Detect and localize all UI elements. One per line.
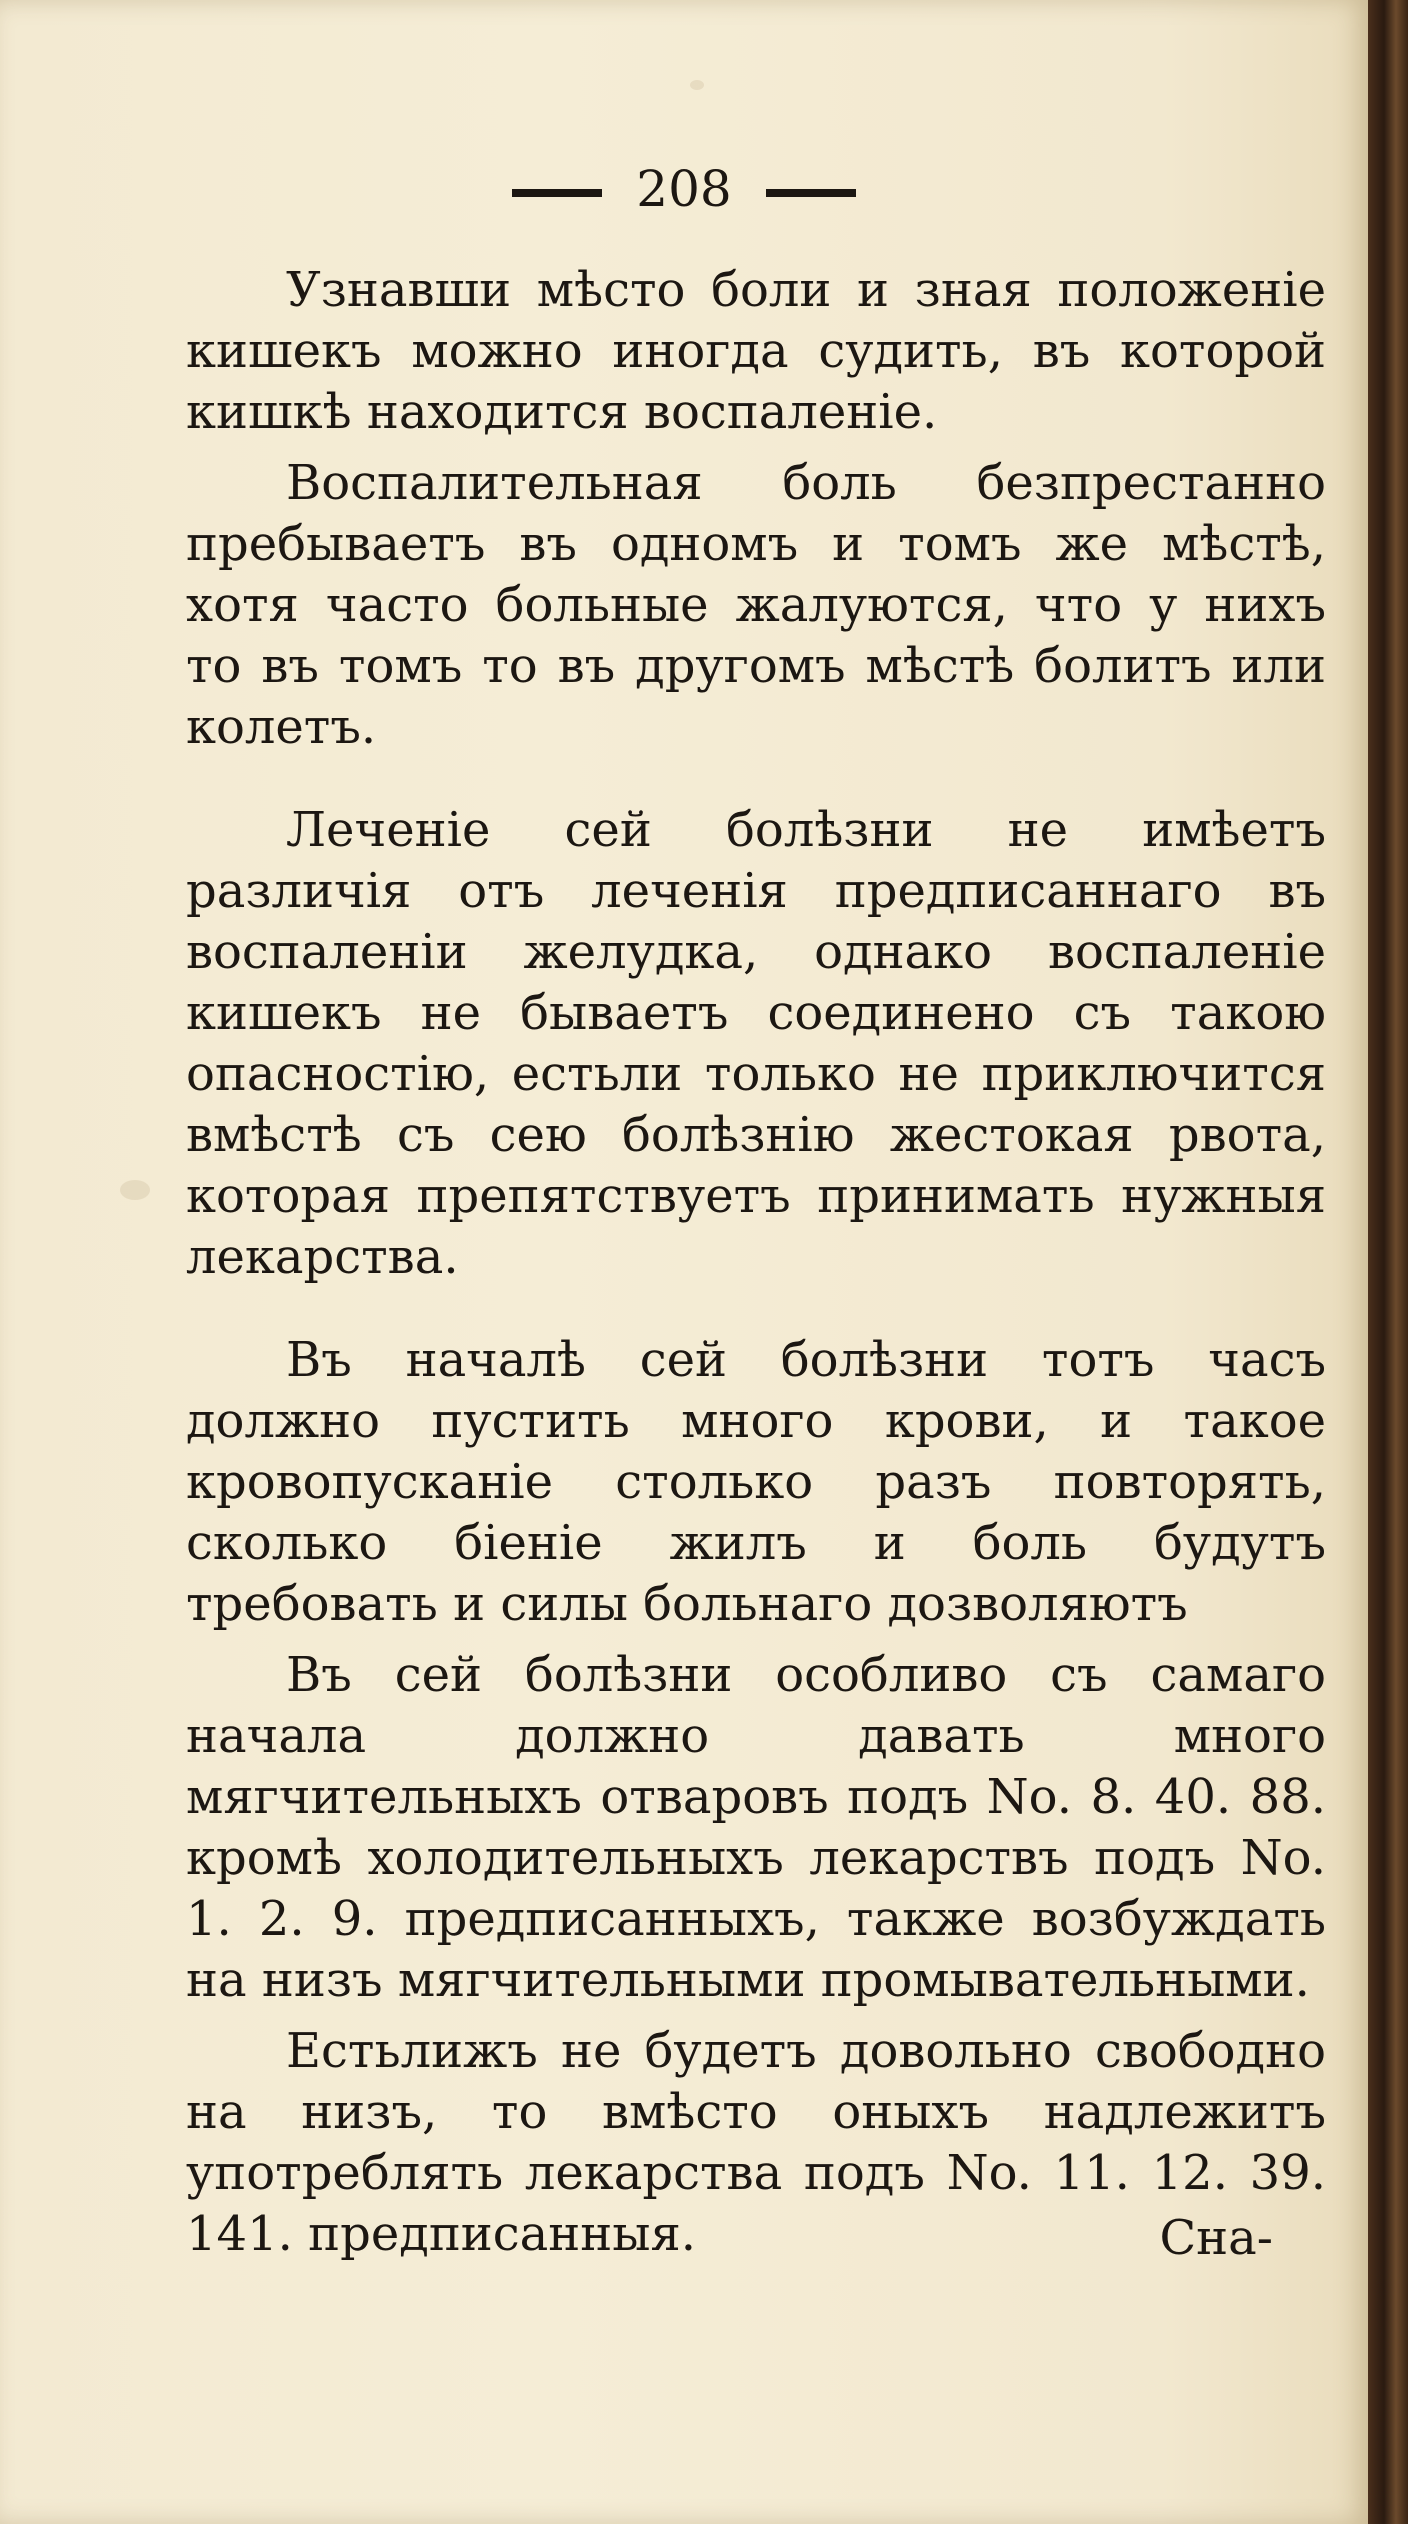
paragraph-2: Воспалительная боль безпрестанно пребываетъ въ одномъ и томъ же мѣстѣ, хотя часто больные жалуются, что у нихъ то въ томъ то въ другомъ мѣстѣ болитъ или колетъ. [186,455,1326,755]
book-binding-edge [1368,0,1408,2524]
paragraph-1: Узнавши мѣсто боли и зная положеніе кишекъ можно иногда судить, въ которой кишкѣ находится воспаленіе. [186,262,1326,440]
paragraph-4: Въ началѣ сей болѣзни тотъ часъ должно пустить много крови, и такое кровопусканіе столько разъ повторять, сколько біеніе жилъ и боль будутъ требовать и силы больнаго дозволяютъ [186,1332,1326,1632]
page-header [0,160,1368,218]
header-dash-left [512,189,602,197]
paper-stain [120,1180,150,1200]
page-number: 208 [636,160,732,218]
catchword: Сна- [1159,2210,1273,2266]
header-dash-right [766,189,856,197]
paragraph-5: Въ сей болѣзни особливо съ самаго начала должно давать много мягчительныхъ отваровъ подъ No. 8. 40. 88. кромѣ холодительныхъ лекарствъ подъ No. 1. 2. 9. предписанныхъ, также возбуждать на низъ мягчительными промывательными. [186,1647,1326,2008]
paper-stain [690,80,704,90]
body-text [186,260,1326,2265]
paragraph-6: Естьлижъ не будетъ довольно свободно на низъ, то вмѣсто оныхъ надлежитъ употреблять лекарства подъ No. 11. 12. 39. 141. предписанныя. [186,2023,1326,2262]
paragraph-3: Леченіе сей болѣзни не имѣетъ различія отъ леченія предписаннаго въ воспаленіи желудка, однако воспаленіе кишекъ не бываетъ соединено съ такою опасностію, естьли только не приключится вмѣстѣ съ сею болѣзнію жестокая рвота, которая препятствуетъ принимать нужныя лекарства. [186,802,1326,1285]
